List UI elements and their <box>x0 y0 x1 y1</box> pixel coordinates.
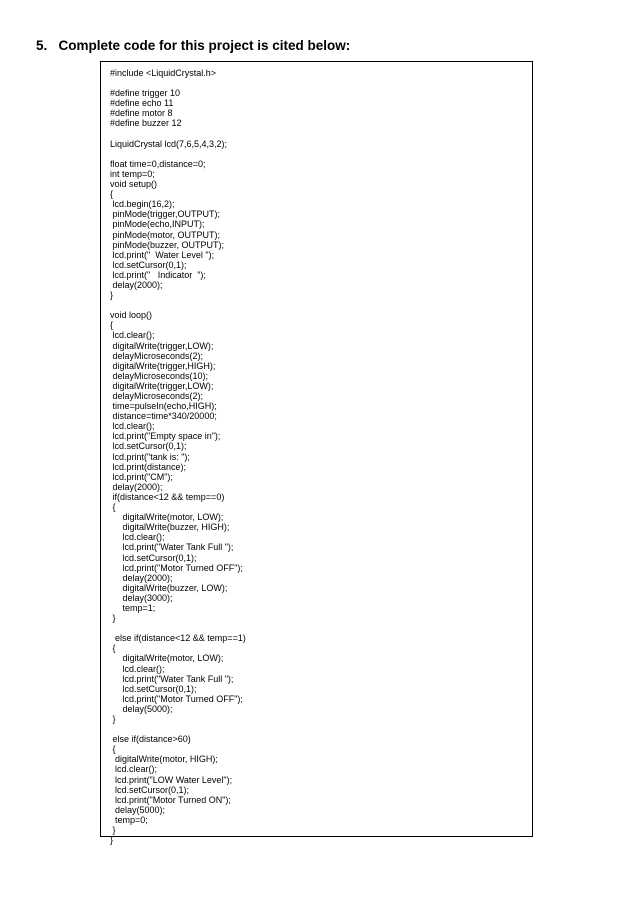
code-line: lcd.print(" Indicator "); <box>110 269 206 280</box>
code-line: { <box>110 189 114 200</box>
code-line: lcd.setCursor(0,1); <box>110 441 187 452</box>
code-line: void setup() <box>110 179 158 190</box>
code-line: LiquidCrystal lcd(7,6,5,4,3,2); <box>110 138 228 149</box>
code-line: int temp=0; <box>110 168 155 179</box>
code-line: else if(distance<12 && temp==1) <box>110 633 246 644</box>
code-line: lcd.print(distance); <box>110 461 187 472</box>
code-line: void loop() <box>110 310 153 321</box>
code-line: pinMode(buzzer, OUTPUT); <box>110 239 225 250</box>
code-line: lcd.clear(); <box>110 421 155 432</box>
code-line: #define trigger 10 <box>110 88 181 99</box>
code-line: digitalWrite(motor, HIGH); <box>110 754 218 765</box>
code-line: pinMode(trigger,OUTPUT); <box>110 209 221 220</box>
code-line: lcd.print("CM"); <box>110 471 173 482</box>
code-line: pinMode(echo,INPUT); <box>110 219 205 230</box>
code-line: lcd.setCursor(0,1); <box>110 683 197 694</box>
code-line: lcd.print("Empty space in"); <box>110 431 221 442</box>
code-line: digitalWrite(buzzer, LOW); <box>110 582 228 593</box>
code-line: lcd.print("Motor Turned OFF"); <box>110 693 243 704</box>
code-line: delayMicroseconds(2); <box>110 391 204 401</box>
code-line: lcd.begin(16,2); <box>110 199 175 210</box>
code-line: delay(2000); <box>110 572 173 583</box>
code-line: lcd.clear(); <box>110 764 158 775</box>
code-line: time=pulseIn(echo,HIGH); <box>110 401 217 412</box>
code-line: else if(distance>60) <box>110 734 191 745</box>
code-line: temp=1; <box>110 602 156 613</box>
code-line: { <box>110 744 116 755</box>
section-heading: 5. Complete code for this project is cited below: <box>36 38 351 53</box>
code-line: lcd.print("Motor Turned OFF"); <box>110 562 243 573</box>
code-line: delay(5000); <box>110 703 173 714</box>
code-line: delay(2000); <box>110 481 163 492</box>
code-line: delay(5000); <box>110 804 166 815</box>
code-line: lcd.setCursor(0,1); <box>110 784 190 795</box>
code-line: digitalWrite(buzzer, HIGH); <box>110 522 230 533</box>
code-line: lcd.clear(); <box>110 532 165 543</box>
code-line <box>110 300 246 310</box>
code-line: digitalWrite(trigger,LOW); <box>110 380 214 391</box>
code-line: } <box>110 835 114 846</box>
code-line <box>110 129 246 139</box>
code-line: lcd.print("tank is: "); <box>110 451 190 462</box>
code-line <box>110 724 246 734</box>
code-line: lcd.print("Water Tank Full "); <box>110 673 234 684</box>
code-line: } <box>110 613 116 624</box>
code-line: distance=time*340/20000; <box>110 411 217 422</box>
code-line <box>110 78 246 88</box>
code-line <box>110 149 246 159</box>
code-line: #define buzzer 12 <box>110 118 182 129</box>
code-line: if(distance<12 && temp==0) <box>110 491 225 502</box>
code-line: temp=0; <box>110 814 148 825</box>
code-line: } <box>110 714 116 724</box>
code-listing-box <box>100 61 533 846</box>
code-listing <box>110 68 246 845</box>
code-line: lcd.print("Water Tank Full "); <box>110 542 234 553</box>
code-line: { <box>110 643 116 654</box>
code-line: digitalWrite(motor, LOW); <box>110 512 224 523</box>
code-line: { <box>110 320 114 331</box>
code-line: lcd.print("LOW Water Level"); <box>110 774 233 785</box>
code-line: } <box>110 825 116 836</box>
code-line: delayMicroseconds(10); <box>110 370 209 381</box>
code-line: lcd.clear(); <box>110 330 155 341</box>
code-line: } <box>110 290 114 301</box>
code-line: lcd.clear(); <box>110 663 165 674</box>
code-line: lcd.print("Motor Turned ON"); <box>110 794 231 805</box>
code-line: digitalWrite(trigger,LOW); <box>110 340 214 351</box>
code-line: #define echo 11 <box>110 98 174 109</box>
code-line: #include <LiquidCrystal.h> <box>110 68 217 78</box>
code-line: lcd.setCursor(0,1); <box>110 259 187 270</box>
code-line: delay(3000); <box>110 592 173 603</box>
code-line <box>110 623 246 633</box>
code-line: #define motor 8 <box>110 108 173 119</box>
code-line: pinMode(motor, OUTPUT); <box>110 229 221 240</box>
code-line: digitalWrite(trigger,HIGH); <box>110 360 216 371</box>
code-line: { <box>110 502 116 513</box>
code-line: delayMicroseconds(2); <box>110 350 204 361</box>
code-line: digitalWrite(motor, LOW); <box>110 653 224 664</box>
code-line: float time=0,distance=0; <box>110 158 206 169</box>
code-line: lcd.setCursor(0,1); <box>110 552 197 563</box>
code-line: lcd.print(" Water Level "); <box>110 249 215 260</box>
code-line: delay(2000); <box>110 279 163 290</box>
